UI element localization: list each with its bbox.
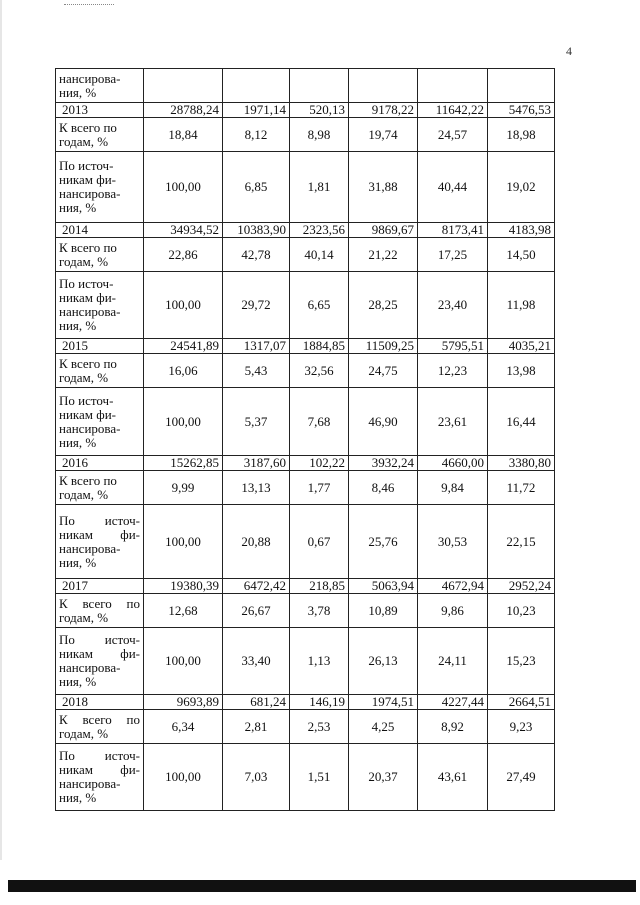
table-cell: 6,65 — [290, 272, 349, 339]
table-cell: 11,98 — [488, 272, 555, 339]
table-cell: 15262,85 — [144, 456, 223, 471]
table-cell: 27,49 — [488, 744, 555, 811]
table-cell: 9,23 — [488, 710, 555, 744]
table-cell: 9693,89 — [144, 695, 223, 710]
table-cell — [418, 69, 488, 103]
table-cell: 31,88 — [349, 152, 418, 223]
row-label: К всего по годам, % — [56, 710, 144, 744]
table-cell: 33,40 — [223, 628, 290, 695]
table-cell: 10,89 — [349, 594, 418, 628]
table-cell: 20,88 — [223, 505, 290, 579]
table-cell: 1,77 — [290, 471, 349, 505]
table-row — [56, 471, 555, 505]
table-cell: 26,13 — [349, 628, 418, 695]
table-cell: 21,22 — [349, 238, 418, 272]
row-label: 2015 — [56, 339, 144, 354]
table-cell: 13,98 — [488, 354, 555, 388]
table-cell: 100,00 — [144, 628, 223, 695]
table-cell: 2323,56 — [290, 223, 349, 238]
table-cell: 11,72 — [488, 471, 555, 505]
table-cell: 9,84 — [418, 471, 488, 505]
table-row — [56, 69, 555, 103]
row-label: 2017 — [56, 579, 144, 594]
table-cell: 6472,42 — [223, 579, 290, 594]
table-cell: 4672,94 — [418, 579, 488, 594]
table-cell: 20,37 — [349, 744, 418, 811]
table-cell: 19,74 — [349, 118, 418, 152]
table-cell: 17,25 — [418, 238, 488, 272]
table-cell: 43,61 — [418, 744, 488, 811]
scan-edge — [0, 0, 2, 860]
table-cell: 5063,94 — [349, 579, 418, 594]
table-cell: 4035,21 — [488, 339, 555, 354]
table-cell: 7,68 — [290, 388, 349, 456]
table-cell: 34934,52 — [144, 223, 223, 238]
table-cell: 23,40 — [418, 272, 488, 339]
table-cell: 0,67 — [290, 505, 349, 579]
row-label: К всего по годам, % — [56, 471, 144, 505]
table-cell: 2,53 — [290, 710, 349, 744]
table-cell: 4227,44 — [418, 695, 488, 710]
table-cell: 24541,89 — [144, 339, 223, 354]
row-label: По источ-никам фи-нансирова-ния, % — [56, 388, 144, 456]
table-cell: 6,34 — [144, 710, 223, 744]
page-number: 4 — [566, 44, 572, 58]
table-row-year — [56, 695, 555, 710]
row-label: 2018 — [56, 695, 144, 710]
table-cell: 6,85 — [223, 152, 290, 223]
row-label: По источ-никам фи-нансирова-ния, % — [56, 505, 144, 579]
table-cell: 3187,60 — [223, 456, 290, 471]
row-label: По источ-никам фи-нансирова-ния, % — [56, 744, 144, 811]
table-cell — [223, 69, 290, 103]
table-cell: 4660,00 — [418, 456, 488, 471]
table-cell: 5,37 — [223, 388, 290, 456]
table-cell: 46,90 — [349, 388, 418, 456]
table-cell: 7,03 — [223, 744, 290, 811]
table-row — [56, 628, 555, 695]
scan-bottom-bar — [8, 880, 636, 892]
table-cell — [349, 69, 418, 103]
row-label: По источ-никам фи-нансирова-ния, % — [56, 628, 144, 695]
table-cell: 19380,39 — [144, 579, 223, 594]
table-cell: 5,43 — [223, 354, 290, 388]
table-cell: 40,44 — [418, 152, 488, 223]
table-cell: 9869,67 — [349, 223, 418, 238]
table-cell: 1884,85 — [290, 339, 349, 354]
table-cell: 16,06 — [144, 354, 223, 388]
table-cell: 2952,24 — [488, 579, 555, 594]
table-cell: 32,56 — [290, 354, 349, 388]
row-label: К всего по годам, % — [56, 238, 144, 272]
table-row-year — [56, 579, 555, 594]
table-body — [56, 69, 555, 811]
table-cell: 146,19 — [290, 695, 349, 710]
table-cell: 10383,90 — [223, 223, 290, 238]
table-row — [56, 388, 555, 456]
table-row — [56, 152, 555, 223]
table-cell: 11509,25 — [349, 339, 418, 354]
table-row — [56, 710, 555, 744]
table-row — [56, 594, 555, 628]
table-row-year — [56, 223, 555, 238]
table-cell: 13,13 — [223, 471, 290, 505]
table-cell — [488, 69, 555, 103]
table-cell: 24,11 — [418, 628, 488, 695]
table-cell: 100,00 — [144, 388, 223, 456]
table-cell: 1,13 — [290, 628, 349, 695]
table-cell — [144, 69, 223, 103]
table-cell: 1,51 — [290, 744, 349, 811]
table-row-year — [56, 339, 555, 354]
row-label: По источ-никам фи-нансирова-ния, % — [56, 272, 144, 339]
table-cell: 3932,24 — [349, 456, 418, 471]
table-row — [56, 272, 555, 339]
table-cell — [290, 69, 349, 103]
table-cell: 14,50 — [488, 238, 555, 272]
table-cell: 11642,22 — [418, 103, 488, 118]
table-cell: 29,72 — [223, 272, 290, 339]
row-label: К всего по годам, % — [56, 354, 144, 388]
table-cell: 8,98 — [290, 118, 349, 152]
table-cell: 30,53 — [418, 505, 488, 579]
table-cell: 9,99 — [144, 471, 223, 505]
table-cell: 19,02 — [488, 152, 555, 223]
table-cell: 10,23 — [488, 594, 555, 628]
table-cell: 4,25 — [349, 710, 418, 744]
table-cell: 18,84 — [144, 118, 223, 152]
table-cell: 8,92 — [418, 710, 488, 744]
row-label: К всего по годам, % — [56, 594, 144, 628]
table-cell: 2664,51 — [488, 695, 555, 710]
table-cell: 16,44 — [488, 388, 555, 456]
scan-mark — [64, 4, 114, 7]
table-cell: 24,57 — [418, 118, 488, 152]
table-row — [56, 354, 555, 388]
table-cell: 12,23 — [418, 354, 488, 388]
table-cell: 22,86 — [144, 238, 223, 272]
table-cell: 28,25 — [349, 272, 418, 339]
table-cell: 218,85 — [290, 579, 349, 594]
table-cell: 5795,51 — [418, 339, 488, 354]
table-cell: 22,15 — [488, 505, 555, 579]
table-cell: 100,00 — [144, 272, 223, 339]
row-label: нансирова-ния, % — [56, 69, 144, 103]
table-cell: 26,67 — [223, 594, 290, 628]
table-cell: 25,76 — [349, 505, 418, 579]
table-cell: 1971,14 — [223, 103, 290, 118]
table-cell: 1974,51 — [349, 695, 418, 710]
table-cell: 4183,98 — [488, 223, 555, 238]
table-cell: 681,24 — [223, 695, 290, 710]
row-label: 2016 — [56, 456, 144, 471]
table-cell: 8,12 — [223, 118, 290, 152]
table-cell: 9,86 — [418, 594, 488, 628]
table-cell: 102,22 — [290, 456, 349, 471]
table-cell: 5476,53 — [488, 103, 555, 118]
row-label: По источ-никам фи-нансирова-ния, % — [56, 152, 144, 223]
row-label: 2013 — [56, 103, 144, 118]
table-cell: 1,81 — [290, 152, 349, 223]
table-cell: 3,78 — [290, 594, 349, 628]
table-cell: 3380,80 — [488, 456, 555, 471]
table-cell: 40,14 — [290, 238, 349, 272]
table-row-year — [56, 456, 555, 471]
table-cell: 1317,07 — [223, 339, 290, 354]
table-row — [56, 744, 555, 811]
table-cell: 28788,24 — [144, 103, 223, 118]
table-row — [56, 505, 555, 579]
table-cell: 100,00 — [144, 152, 223, 223]
table-cell: 9178,22 — [349, 103, 418, 118]
table-row — [56, 238, 555, 272]
table-row — [56, 118, 555, 152]
table-cell: 8173,41 — [418, 223, 488, 238]
financing-table — [55, 68, 555, 811]
table-cell: 24,75 — [349, 354, 418, 388]
table-cell: 8,46 — [349, 471, 418, 505]
table-row-year — [56, 103, 555, 118]
table-cell: 12,68 — [144, 594, 223, 628]
table-cell: 100,00 — [144, 744, 223, 811]
table-cell: 15,23 — [488, 628, 555, 695]
table-cell: 100,00 — [144, 505, 223, 579]
table-cell: 23,61 — [418, 388, 488, 456]
table-cell: 2,81 — [223, 710, 290, 744]
table-cell: 18,98 — [488, 118, 555, 152]
row-label: К всего по годам, % — [56, 118, 144, 152]
table-cell: 520,13 — [290, 103, 349, 118]
row-label: 2014 — [56, 223, 144, 238]
table-cell: 42,78 — [223, 238, 290, 272]
